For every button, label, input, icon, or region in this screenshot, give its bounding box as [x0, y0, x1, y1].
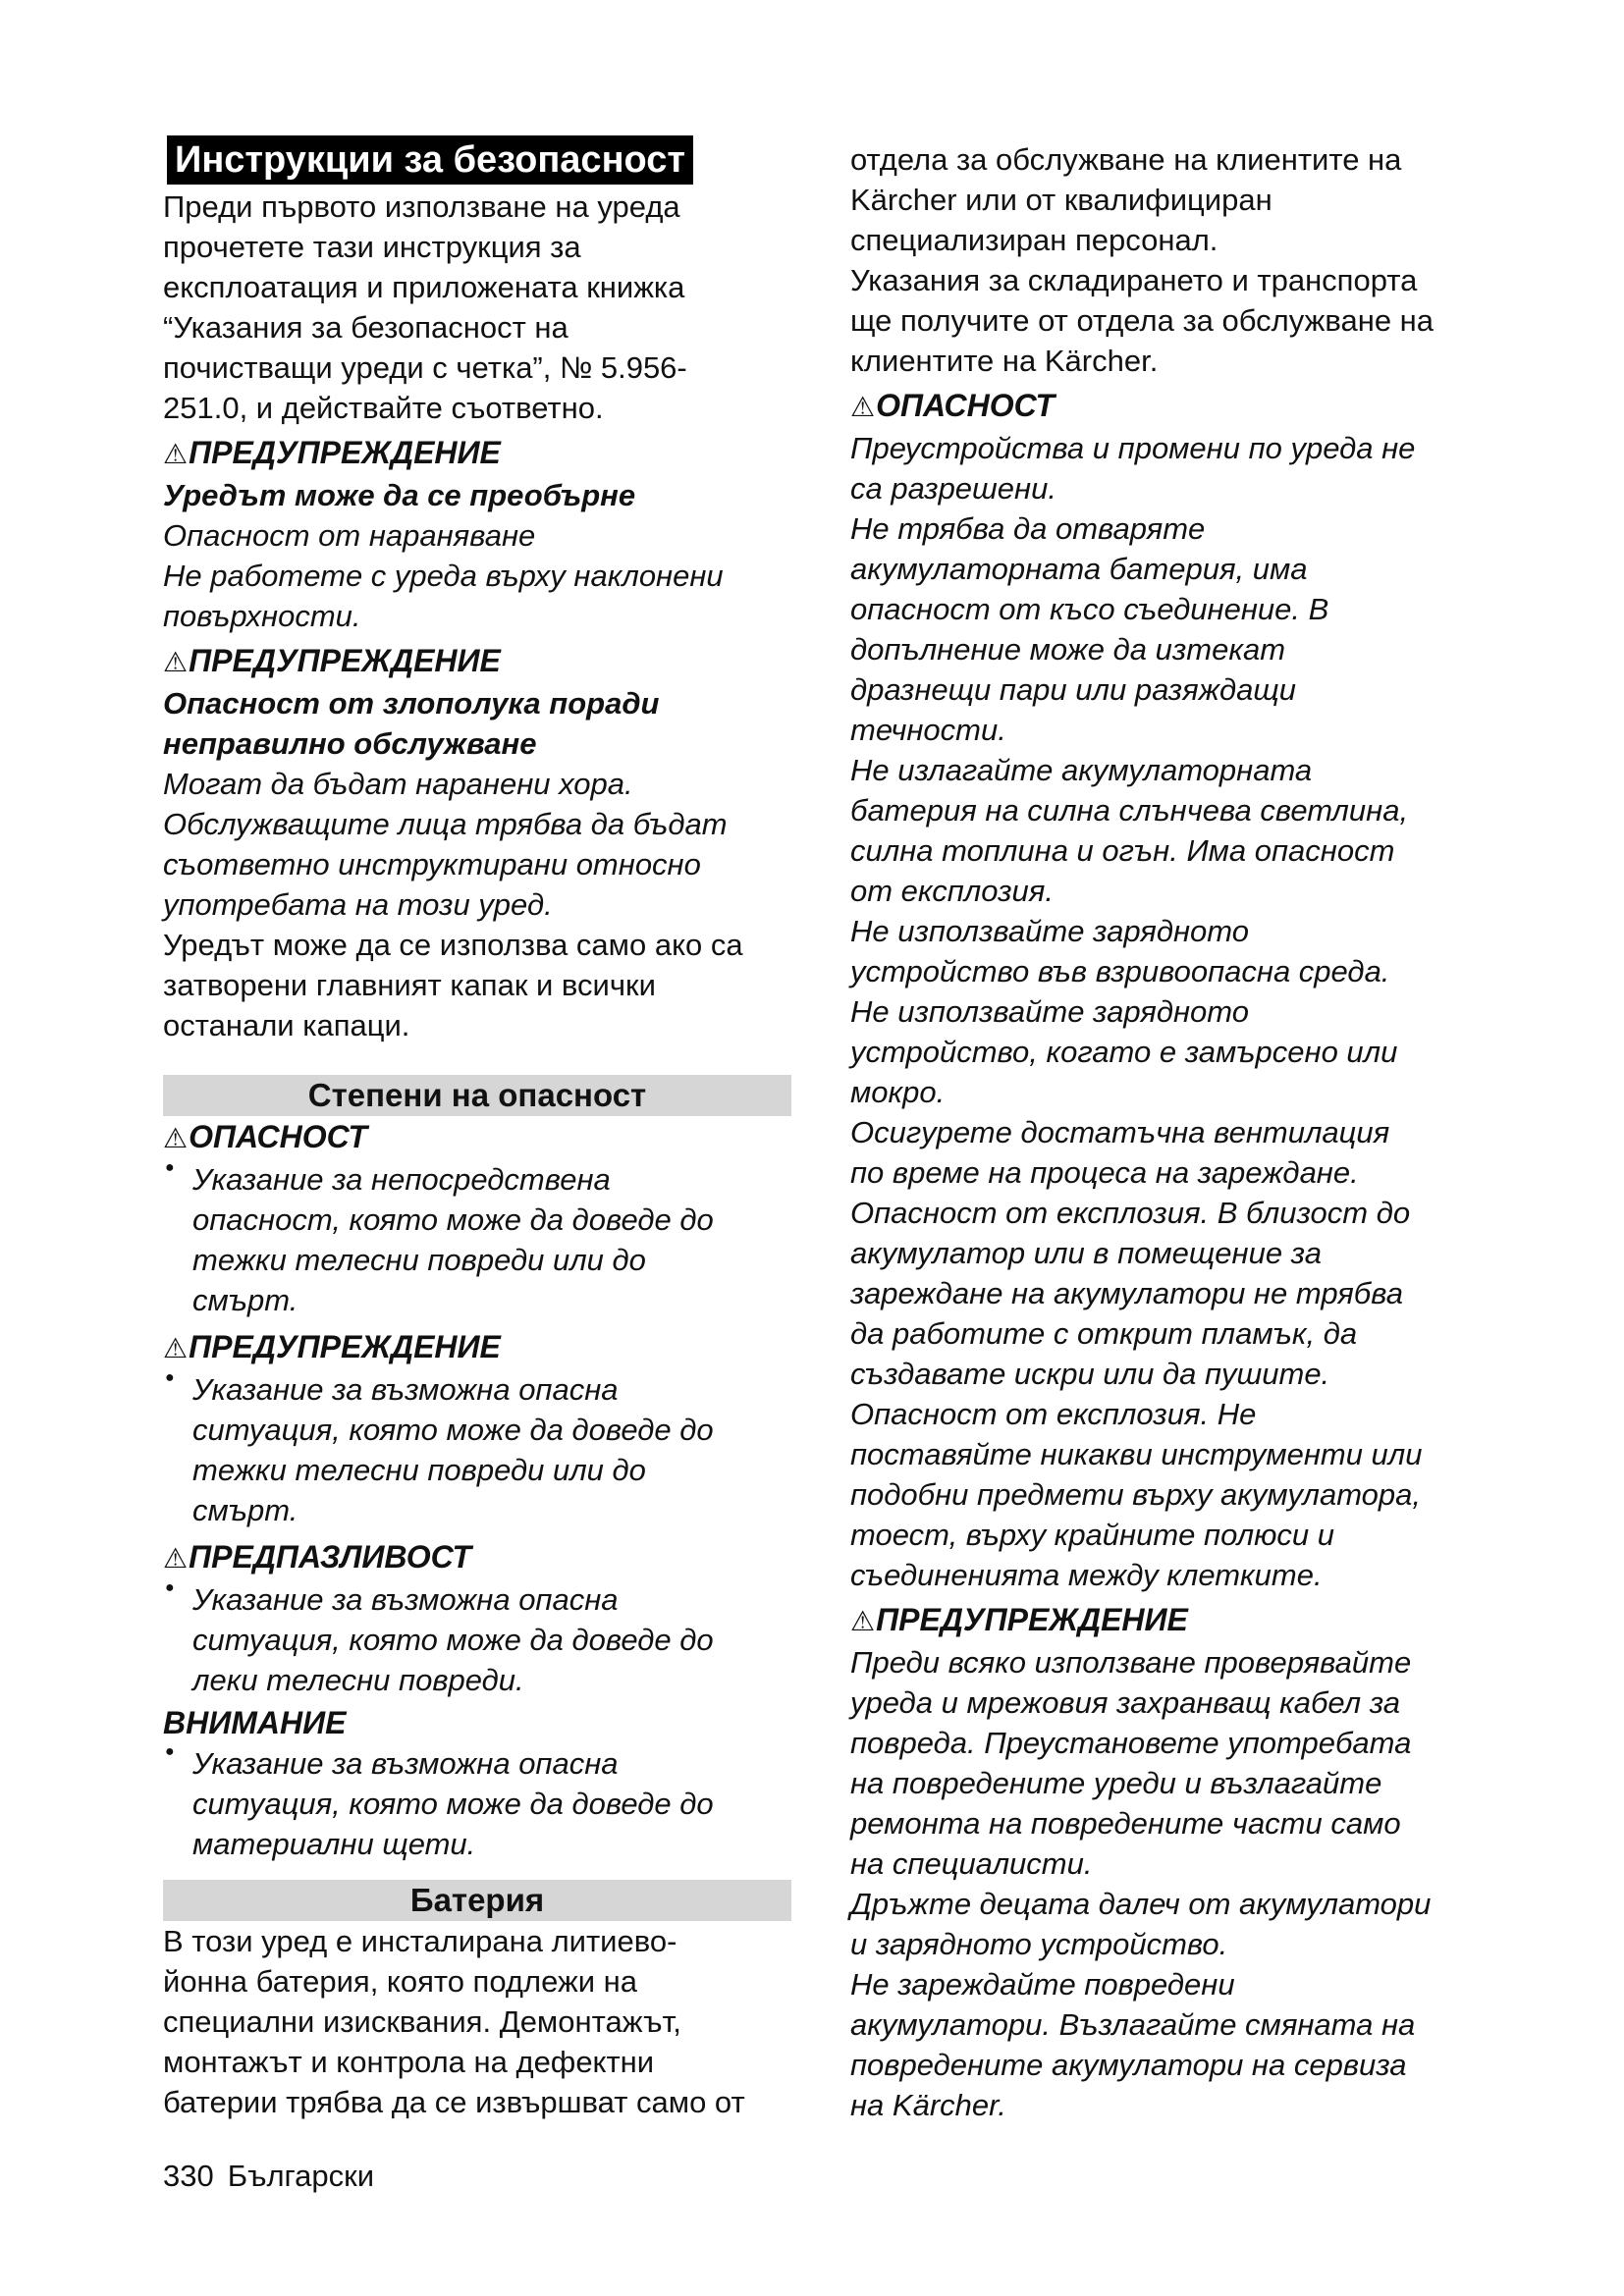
warning-line: на повредените уреди и възлагайте [850, 1766, 1382, 1800]
warning-line: акумулатори. Възлагайте смяната на [850, 2007, 1416, 2042]
danger-line: батерия на силна слънчева светлина, [850, 793, 1409, 828]
danger-line: са разрешени. [850, 471, 1056, 506]
danger-line: Преустройства и промени по уреда не [850, 431, 1416, 465]
warning-triangle-icon: ⚠ [163, 647, 189, 677]
storage-text-line: Указания за складирането и транспорта [850, 263, 1418, 297]
warning-text-line: повърхности. [163, 599, 361, 633]
danger-line: силна топлина и огън. Има опасност [850, 833, 1395, 868]
warning-line: Не зареждайте повредени [850, 1967, 1235, 2002]
danger-line: съединенията между клетките. [850, 1558, 1323, 1592]
danger-line: опасност от късо съединение. В [850, 592, 1329, 626]
warning-text-line: Опасност от нараняване [163, 518, 536, 553]
warning-line: и зарядното устройство. [850, 1927, 1228, 1961]
battery-text-line: йонна батерия, която подлежи на [163, 1964, 637, 1999]
description-line: смърт. [192, 1493, 298, 1527]
battery-text-line: специализиран персонал. [850, 223, 1218, 257]
description-line: опасност, която може да доведе до [192, 1202, 714, 1237]
battery-text-line: специални изисквания. Демонтажът, [163, 2004, 681, 2039]
danger-level-label-text: ПРЕДУПРЕЖДЕНИЕ [189, 1329, 501, 1364]
description-line: смърт. [192, 1283, 298, 1317]
battery-text-line: отдела за обслужване на клиентите на [850, 142, 1402, 177]
danger-line: устройство във взривоопасна среда. [850, 954, 1390, 988]
danger-level-description [163, 1159, 791, 1320]
intro-text [163, 187, 791, 428]
danger-level-label [163, 1326, 791, 1369]
intro-line: “Указания за безопасност на [163, 310, 568, 345]
danger-line: Не използвайте зарядното [850, 994, 1249, 1029]
description-line: материални щети. [192, 1827, 476, 1861]
bullet-icon: ● [165, 1159, 175, 1176]
danger-label [850, 385, 1479, 428]
warning-label-text: ПРЕДУПРЕЖДЕНИЕ [876, 1602, 1188, 1637]
battery-text-line: Kärcher или от квалифициран [850, 183, 1272, 217]
warning-heading: неправилно обслужване [163, 726, 537, 761]
danger-text [850, 428, 1479, 1595]
intro-line: 251.0, и действайте съответно. [163, 391, 604, 425]
description-line: тежки телесни повреди или до [192, 1243, 646, 1277]
storage-text-line: ще получите от отдела за обслужване на [850, 303, 1435, 338]
description-line: леки телесни повреди. [192, 1663, 524, 1697]
warning-line: на специалисти. [850, 1846, 1093, 1881]
warning-text-line: Могат да бъдат наранени хора. [163, 767, 633, 801]
footer-language: Български [227, 2159, 375, 2193]
warning-text-line: Не работете с уреда върху наклонени [163, 559, 724, 593]
danger-level-label [163, 1116, 791, 1159]
warning-triangle-icon: ⚠ [850, 392, 876, 422]
intro-line: експлоатация и приложената книжка [163, 270, 685, 304]
description-line: ситуация, която може да доведе до [192, 1623, 714, 1657]
danger-label-text: ОПАСНОСТ [876, 388, 1056, 423]
warning-triangle-icon: ⚠ [163, 1543, 189, 1574]
danger-line: Осигурете достатъчна вентилация [850, 1115, 1390, 1149]
warning-label-text: ПРЕДУПРЕЖДЕНИЕ [189, 643, 501, 678]
left-column [163, 135, 791, 2122]
description-line: ситуация, която може да доведе до [192, 1787, 714, 1821]
intro-line: Преди първото използване на уреда [163, 189, 680, 224]
storage-text-line: клиентите на Kärcher. [850, 344, 1159, 378]
battery-text-line: В този уред е инсталирана литиево- [163, 1924, 677, 1958]
warning-triangle-icon: ⚠ [163, 439, 189, 469]
page-footer [163, 2156, 374, 2196]
description-line: ситуация, която може да доведе до [192, 1413, 714, 1447]
warning-line: повредените акумулатори на сервиза [850, 2048, 1407, 2082]
danger-line: акумулатор или в помещение за [850, 1236, 1322, 1270]
danger-line: по време на процеса на зареждане. [850, 1155, 1359, 1190]
warning-label [163, 432, 791, 475]
danger-line: дразнещи пари или разяждащи [850, 672, 1296, 707]
danger-line: устройство, когато е замърсено или [850, 1035, 1398, 1069]
danger-line: от експлозия. [850, 874, 1054, 908]
section-title: Инструкции за безопасност [167, 135, 693, 185]
danger-line: поставяйте никакви инструменти или [850, 1437, 1423, 1471]
warning-triangle-icon: ⚠ [163, 1333, 189, 1363]
usage-line: затворени главният капак и всички [163, 968, 656, 1002]
danger-line: Не излагайте акумулаторната [850, 753, 1313, 787]
bullet-icon: ● [165, 1579, 175, 1596]
danger-line: да работите с открит пламък, да [850, 1316, 1358, 1351]
warning-line: уреда и мрежовия захранващ кабел за [850, 1685, 1401, 1720]
danger-line: допълнение може да изтекат [850, 632, 1286, 667]
warning-text-line: съответно инструктирани относно [163, 847, 701, 881]
warning-line: Преди всяко използване проверявайте [850, 1645, 1412, 1680]
danger-line: Не трябва да отваряте [850, 511, 1206, 546]
danger-level-label: ВНИМАНИЕ [163, 1705, 347, 1740]
intro-line: почистващи уреди с четка”, № 5.956- [163, 350, 687, 385]
danger-level-label-text: ПРЕДПАЗЛИВОСТ [189, 1539, 472, 1575]
danger-line: Опасност от експлозия. Не [850, 1397, 1257, 1431]
danger-line: акумулаторната батерия, има [850, 552, 1308, 586]
description-line: Указание за възможна опасна [192, 1372, 619, 1407]
danger-line: създавате искри или да пушите. [850, 1357, 1330, 1391]
warning-line: повреда. Преустановете употребата [850, 1726, 1412, 1760]
danger-line: мокро. [850, 1075, 946, 1109]
intro-line: прочетете тази инструкция за [163, 230, 581, 264]
danger-level-label [163, 1536, 791, 1579]
warning-line: ремонта на повредените части само [850, 1806, 1401, 1841]
danger-line: подобни предмети върху акумулатора, [850, 1477, 1422, 1512]
usage-line: Уредът може да се използва само ако са [163, 928, 743, 962]
warning-triangle-icon: ⚠ [850, 1606, 876, 1636]
battery-text-line: батерии трябва да се извършват само от [163, 2085, 745, 2119]
danger-level-description [163, 1743, 791, 1864]
warning-text [850, 1642, 1479, 2125]
warning-line: на Kärcher. [850, 2088, 1006, 2122]
danger-line: зареждане на акумулатори не трябва [850, 1276, 1403, 1310]
description-line: Указание за възможна опасна [192, 1746, 619, 1781]
warning-label [850, 1599, 1479, 1642]
danger-level-description [163, 1369, 791, 1530]
description-line: Указание за възможна опасна [192, 1582, 619, 1617]
battery-heading: Батерия [163, 1880, 791, 1921]
bullet-icon: ● [165, 1369, 175, 1386]
warning-triangle-icon: ⚠ [163, 1123, 189, 1153]
warning-line: Дръжте децата далеч от акумулатори [850, 1887, 1432, 1921]
danger-line: течности. [850, 713, 1006, 747]
danger-level-label-text: ОПАСНОСТ [189, 1119, 368, 1154]
page-number: 330 [163, 2159, 214, 2193]
danger-line: тоест, върху крайните полюси и [850, 1518, 1335, 1552]
warning-heading: Опасност от злополука поради [163, 686, 660, 721]
danger-line: Не използвайте зарядното [850, 914, 1249, 948]
description-line: Указание за непосредствена [192, 1162, 611, 1197]
warning-text-line: употребата на този уред. [163, 887, 553, 922]
warning-heading: Уредът може да се преобърне [163, 478, 636, 512]
bullet-icon: ● [165, 1743, 175, 1760]
warning-label [163, 640, 791, 683]
danger-levels-heading: Степени на опасност [163, 1075, 791, 1116]
warning-text-line: Обслужващите лица трябва да бъдат [163, 807, 728, 841]
description-line: тежки телесни повреди или до [192, 1453, 646, 1487]
danger-line: Опасност от експлозия. В близост до [850, 1196, 1411, 1230]
battery-text-line: монтажът и контрола на дефектни [163, 2045, 655, 2079]
warning-label-text: ПРЕДУПРЕЖДЕНИЕ [189, 435, 501, 470]
usage-line: останали капаци. [163, 1008, 410, 1042]
danger-level-description [163, 1579, 791, 1700]
right-column [850, 139, 1479, 2125]
